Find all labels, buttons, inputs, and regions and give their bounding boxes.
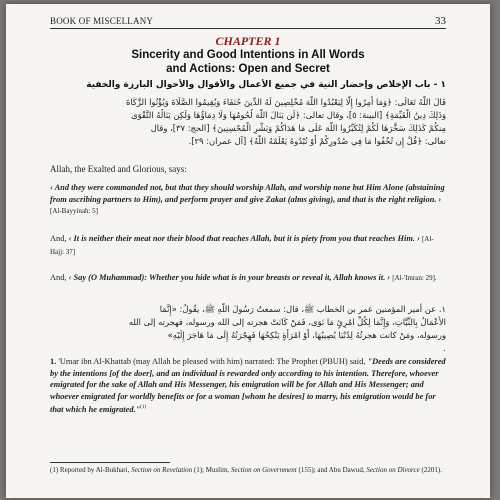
verse-2-text: ‹ It is neither their meat nor their blood that reaches Allah, but it is piety from you that reaches Him. › <box>68 234 420 243</box>
verse-1-text: ‹ And they were commanded not, but that they should worship Allah, and worship none but Him Alone (abstaining from ascribing partners to Him), and perform prayer and give Zakat (alms giving), and that is the right religion. › <box>50 183 445 204</box>
arabic-verse-line: قَالَ اللَّهُ تَعَالَى: ﴿وَمَا أُمِرُوا إِلَّا لِيَعْبُدُوا اللَّهَ مُخْلِصِينَ لَهُ الدِّينَ حُنَفَاءَ وَيُقِيمُوا الصَّلَاةَ وَيُؤْتُوا الزَّكَاةَ <box>125 97 446 107</box>
arabic-verse-line: وَذَلِكَ دِينُ الْقَيِّمَةِ﴾ [البينة: ٥]، وقال تعالى: ﴿لَن يَنَالَ اللَّهَ لُحُومُهَا وَلَا دِمَاؤُهَا وَلَكِن يَنَالُهُ التَّقْوَى <box>131 110 446 120</box>
verse-3-prefix: And, <box>50 273 69 282</box>
book-title: BOOK OF MISCELLANY <box>50 16 154 26</box>
footnote-source: Section on Divorce <box>366 466 420 474</box>
chapter-label: CHAPTER 1 <box>215 34 281 48</box>
english-hadith <box>50 356 446 415</box>
hadith-footnote-marker: (1) <box>140 405 147 410</box>
verse-3-text: ‹ Say (O Muhammad): Whether you hide what is in your breasts or reveal it, Allah knows it. › <box>68 273 391 282</box>
chapter-title <box>66 48 430 76</box>
verse-2-reference: [Al-Hajj: 37] <box>50 235 434 256</box>
verse-3-reference: [Al-'Imran: 29]. <box>392 274 437 282</box>
footnote-text: (1); Muslim, <box>192 466 232 474</box>
english-verse-2 <box>50 233 446 258</box>
arabic-hadith-line: ١. عن أمير المؤمنين عمر بن الخطاب ﷺ، قال: سمعتُ رَسُولَ اللَّهِ ﷺ، يقُولُ: «إِنَّمَا <box>159 304 446 314</box>
footnote-text: (1) Reported by Al-Bukhari, <box>50 466 132 474</box>
chapter-title-line-1: Sincerity and Good Intentions in All Words <box>131 49 365 61</box>
arabic-heading: ١ - باب الإخلاص وإحضار النية في جميع الأعمال والأقوال والأحوال البارزة والخفية <box>86 80 446 90</box>
running-head <box>50 12 446 29</box>
arabic-verse-line: مِنكُمْ كَذَلِكَ سَخَّرَهَا لَكُمْ لِتُكَبِّرُوا اللَّهَ عَلَى مَا هَدَاكُمْ وَبَشِّرِ الْمُحْسِنِينَ﴾ [الحج: ٣٧]، وقال <box>150 123 446 133</box>
page-number: 33 <box>435 15 446 27</box>
hadith-narration: 'Umar ibn Al-Khattab (may Allah be pleased with him) narrated: The Prophet (PBUH) said, <box>56 357 368 366</box>
footnote-text: (155); and Abu Dawud, <box>296 466 367 474</box>
verse-1-reference: [Al-Bayyinah: 5] <box>50 207 99 215</box>
arabic-verse-line: تعالى: ﴿قُلْ إِن تُخْفُوا مَا فِي صُدُورِكُمْ أَوْ تُبْدُوهُ يَعْلَمْهُ اللَّهُ﴾ [آل عمران: ٢٩]. <box>188 136 446 146</box>
footnote-text: (2201). <box>419 466 442 474</box>
footnote <box>50 466 446 475</box>
book-page <box>6 4 490 498</box>
hadith-text: "Deeds are considered by the intentions [of the doer], and an individual is rewarded only according to his intention. Therefore, whoever emigrated for the sake of Allah and His Messenger, his emigration will be for Allah and His Messenger; and whoever emigrated for worldly benefits or for a woman [whom he desires] to marry, his emigration would be for that which he emigrated." <box>50 357 446 414</box>
arabic-hadith-end: . <box>443 343 446 353</box>
arabic-hadith-line: الأَعْمَالُ بِالنِّيَّاتِ، وَإِنَّمَا لِكُلِّ امْرِئٍ مَا نَوَى، فَمَنْ كَانَتْ هجرته إلى الله ورسوله، فهجرته إلى الله <box>128 317 446 327</box>
hadith-number: 1. <box>50 357 57 366</box>
footnote-source: Section on Revelation <box>131 466 193 474</box>
verse-2-prefix: And, <box>50 234 69 243</box>
footnote-source: Section on Government <box>231 466 297 474</box>
english-intro: Allah, the Exalted and Glorious, says: <box>50 164 187 174</box>
english-verse-1 <box>50 182 446 218</box>
arabic-hadith-line: ورسوله، ومَنْ كانت هجرتُهُ لِدُنْيَا يُصِيبُهَا، أَوْ امْرَأَةٍ يَنْكِحُهَا فَهِجْرَتُهُ إِلَى مَا هَاجَرَ إِلَيْهِ» <box>167 330 446 340</box>
english-verse-3 <box>50 272 446 285</box>
footnote-divider <box>50 462 170 463</box>
chapter-title-line-2: and Actions: Open and Secret <box>166 63 330 75</box>
